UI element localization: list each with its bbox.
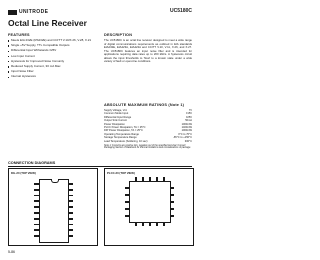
dil-pin [34, 235, 39, 237]
rating-row [104, 140, 192, 143]
ratings-section [104, 103, 192, 150]
dil-pin [34, 218, 39, 220]
rating-label: Output Sink Current [104, 119, 127, 123]
plcc-pin [125, 201, 129, 203]
feature-item: Differential Input Withstands ±25V [8, 49, 94, 53]
rating-label: DIP Power Dissipation, TA = 25°C [104, 129, 143, 133]
rating-value: 1000mW [181, 129, 192, 133]
dil-pin [68, 224, 73, 226]
header [8, 8, 192, 28]
plcc-pin [125, 187, 129, 189]
plcc-pin [170, 208, 174, 210]
plcc-pin [125, 215, 129, 217]
plcc-pin [142, 222, 144, 226]
dil-diagram-label: DIL-20 (TOP VIEW) [11, 170, 36, 175]
dil-pin [34, 189, 39, 191]
feature-item: Single +5V Supply, TTL Compatible Outputs [8, 44, 94, 48]
rating-label: Storage Temperature Range [104, 136, 137, 140]
features-heading: FEATURES [8, 33, 30, 37]
dil-pin [34, 206, 39, 208]
dil-pin [68, 195, 73, 197]
ratings-heading: ABSOLUTE MAXIMUM RATINGS (Note 1) [104, 103, 185, 107]
chip-notch [51, 179, 59, 183]
rating-label: Power Dissipation [104, 122, 125, 126]
plcc-pin [149, 177, 151, 181]
rating-label: Common Mode Input [104, 112, 129, 116]
rating-value: 7V [188, 109, 192, 112]
feature-item: Internal Hysteresis [8, 75, 94, 79]
dil-pin [68, 229, 73, 231]
plcc-pin [125, 208, 129, 210]
rating-value: 0°C to 70°C [178, 132, 192, 136]
plcc-diagram-label: PLCC-20 (TOP VIEW) [107, 170, 135, 175]
dil-pin [68, 200, 73, 202]
rating-value: 300°C [184, 139, 192, 143]
rating-value: 50mA [185, 119, 192, 123]
dil-pin [34, 229, 39, 231]
feature-item: Reduced Supply Current, 30 mA Max [8, 65, 94, 69]
rating-label: Operating Temperature Range [104, 132, 139, 136]
dil-pin [68, 218, 73, 220]
ratings-note: Note 1: Currents are positive into, negative out of the specified terminal. Consult Packaging Section of Databook for thermal limitations and considerations of package. [104, 144, 191, 150]
plcc-pin [170, 194, 174, 196]
plcc-pin [170, 215, 174, 217]
dil-pin [34, 212, 39, 214]
dil-pin [68, 189, 73, 191]
dil-chip-body [39, 179, 69, 243]
feature-item: Input Noise Filter [8, 70, 94, 74]
dil-diagram [8, 168, 98, 246]
plcc-pin [149, 222, 151, 226]
page-number: 5-86 [8, 250, 16, 254]
rating-value: 1000mW [181, 122, 192, 126]
rating-value: -65°C to +150°C [172, 136, 192, 140]
dil-pin [34, 224, 39, 226]
plcc-pin [125, 194, 129, 196]
plcc-pin [156, 222, 158, 226]
section-divider [8, 166, 192, 167]
connection-diagrams-heading: CONNECTION DIAGRAMS [8, 161, 56, 165]
page-title: Octal Line Receiver [8, 18, 87, 28]
plcc-pin [156, 177, 158, 181]
description-text: The UC5180C is an octal line receiver designed to meet a wide range of digital communications requirements as outlined in EIA standards EIA232E, EIA423A, EIA422A and CCITT V.10, V.11, X.26, and X.27. The UC5180C features an input noise filter and is intended for applications requiring data rates up to 200 kbit/s. A hysteresis circuit allows the input thresholds to 'float' to a known state under a wide variety of fault or open-line conditions. [104, 38, 192, 63]
plcc-pin [135, 177, 137, 181]
dil-pin [34, 195, 39, 197]
rating-label: PLCC Power Dissipation, TA = 25°C [104, 126, 146, 130]
features-section [8, 33, 94, 81]
rating-label: Supply Voltage, Vcc [104, 109, 128, 112]
feature-list [8, 39, 94, 79]
plcc-pin [163, 177, 165, 181]
unitrode-logo-mark [8, 10, 17, 15]
feature-item: Meets EIA 232E (RS232E) and CCITT V.10/X.26, V.28, X.21 [8, 39, 94, 43]
plcc-diagram [104, 168, 194, 246]
company-name: UNITRODE [19, 9, 49, 15]
dil-pin [34, 183, 39, 185]
feature-item: Hysteresis for Improved Noise Immunity [8, 60, 94, 64]
dil-pin [68, 212, 73, 214]
rating-value: ±25V [185, 115, 192, 119]
plcc-pin [163, 222, 165, 226]
rating-value: 1400mW [181, 126, 192, 130]
plcc-pin [142, 177, 144, 181]
dil-pin [34, 200, 39, 202]
plcc-chip-body [129, 181, 171, 223]
feature-item: Low Input Current [8, 55, 94, 59]
plcc-pin [170, 201, 174, 203]
description-section [104, 33, 192, 64]
rating-value: ±15V [185, 112, 192, 116]
plcc-pin [135, 222, 137, 226]
rating-label: Differential Input Range [104, 115, 132, 119]
company-logo [8, 8, 48, 16]
dil-pin [68, 183, 73, 185]
part-number: UC5180C [170, 8, 192, 14]
rating-label: Lead Temperature (Soldering, 10 sec) [104, 139, 148, 143]
description-heading: DESCRIPTION [104, 33, 133, 37]
dil-pin [68, 235, 73, 237]
plcc-pin [170, 187, 174, 189]
dil-pin [68, 206, 73, 208]
